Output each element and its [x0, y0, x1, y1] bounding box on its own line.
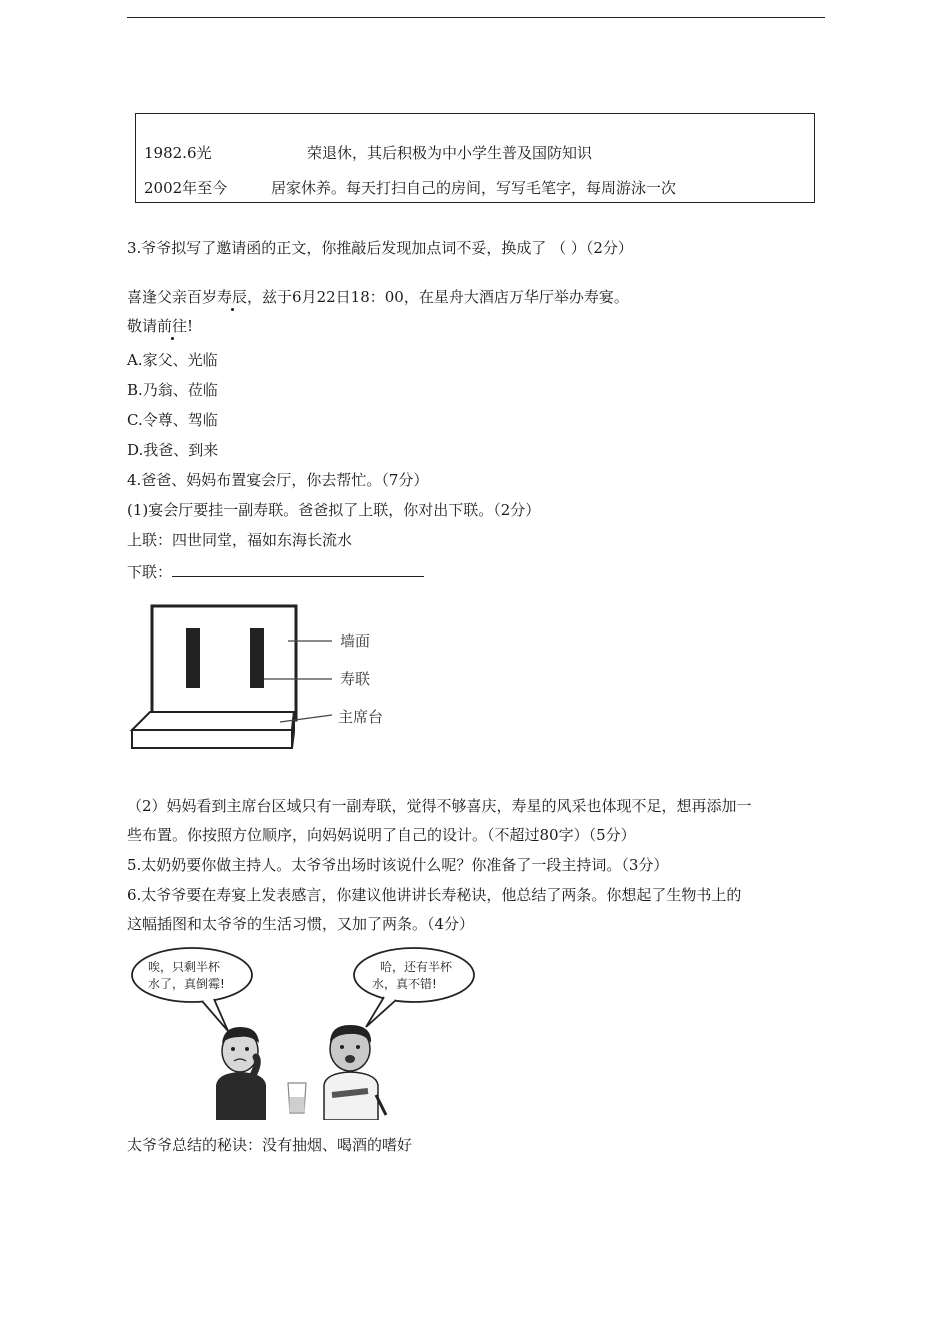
letter-line-1	[127, 287, 629, 307]
q5-title: 5.太奶奶要你做主持人。太爷爷出场时该说什么呢？你准备了一段主持词。（3分）	[127, 856, 669, 874]
q6-line1: 6.太爷爷要在寿宴上发表感言，你建议他讲讲长寿秘诀，他总结了两条。你想起了生物书上的	[127, 886, 742, 904]
q4-title: 4.爸爸、妈妈布置宴会厅，你去帮忙。（7分）	[127, 471, 429, 489]
q4-sub2-line1: （2）妈妈看到主席台区域只有一副寿联，觉得不够喜庆，寿星的风采也体现不足，想再添加一	[127, 797, 752, 815]
q3-title: 3.爷爷拟写了邀请函的正文，你推敲后发现加点词不妥，换成了 （ ）（2分）	[127, 239, 633, 257]
wall-outline	[152, 606, 296, 720]
q6-line2: 这幅插图和太爷爷的生活习惯，又加了两条。（4分）	[127, 915, 475, 933]
bubble-right-text: 水，真不错!	[372, 977, 437, 991]
option-a: A.家父、光临	[127, 351, 218, 369]
optimist-character	[324, 1025, 386, 1120]
platform-top	[132, 712, 294, 730]
label-wall: 墙面	[340, 632, 371, 650]
option-b: B.乃翁、莅临	[127, 381, 218, 399]
lower-label: 下联：	[127, 563, 173, 581]
bubble-left-text: 水了，真倒霉!	[148, 977, 225, 991]
timeline-text: 荣退休，其后积极为中小学生普及国防知识	[307, 144, 593, 162]
bubble-right-text: 哈，还有半杯	[380, 960, 453, 974]
option-c: C.令尊、驾临	[127, 411, 218, 429]
lower-couplet	[127, 562, 424, 582]
speech-bubble-left	[132, 948, 252, 1002]
header-rule	[127, 17, 825, 18]
speech-bubble-right	[354, 948, 474, 1002]
letter-text: ，兹于6月22日18：00，在星舟大酒店万华厅举办寿宴。	[247, 288, 629, 306]
label-platform: 主席台	[338, 708, 384, 726]
bubble-left-text: 唉，只剩半杯	[148, 960, 221, 974]
letter-text: 喜逢父亲百岁	[127, 288, 218, 306]
longevity-secret: 太爷爷总结的秘诀：没有抽烟、喝酒的嗜好	[127, 1136, 413, 1154]
answer-blank[interactable]	[172, 562, 424, 577]
timeline-row	[144, 177, 676, 198]
timeline-text: 居家休养。每天打扫自己的房间，写写毛笔字，每周游泳一次	[271, 179, 677, 197]
q4-sub2-line2: 些布置。你按照方位顺序，向妈妈说明了自己的设计。（不超过80字）（5分）	[127, 826, 636, 844]
option-d: D.我爸、到来	[127, 441, 219, 459]
timeline-date: 1982.6光	[144, 144, 212, 162]
platform-front	[132, 730, 292, 748]
banquet-hall-figure	[128, 600, 408, 760]
half-glass-icon	[288, 1083, 306, 1113]
bubble-tail-right	[366, 997, 396, 1027]
bubble-tail-left	[202, 999, 228, 1031]
upper-couplet: 上联：四世同堂，福如东海长流水	[127, 531, 353, 549]
pessimist-character	[216, 1027, 266, 1120]
dotted-word: 寿辰	[217, 288, 248, 306]
dotted-word: 前往	[157, 317, 188, 335]
letter-line-2	[127, 316, 193, 336]
half-glass-cartoon	[128, 945, 478, 1120]
label-couplet: 寿联	[340, 670, 371, 688]
letter-text: 敬请	[127, 317, 158, 335]
timeline-date: 2002年至今	[144, 179, 228, 197]
timeline-table	[135, 113, 815, 203]
couplet-right	[250, 628, 264, 688]
couplet-left	[186, 628, 200, 688]
timeline-row	[144, 142, 592, 163]
letter-text: !	[187, 317, 194, 335]
q4-sub1: (1)宴会厅要挂一副寿联。爸爸拟了上联，你对出下联。（2分）	[127, 501, 541, 519]
